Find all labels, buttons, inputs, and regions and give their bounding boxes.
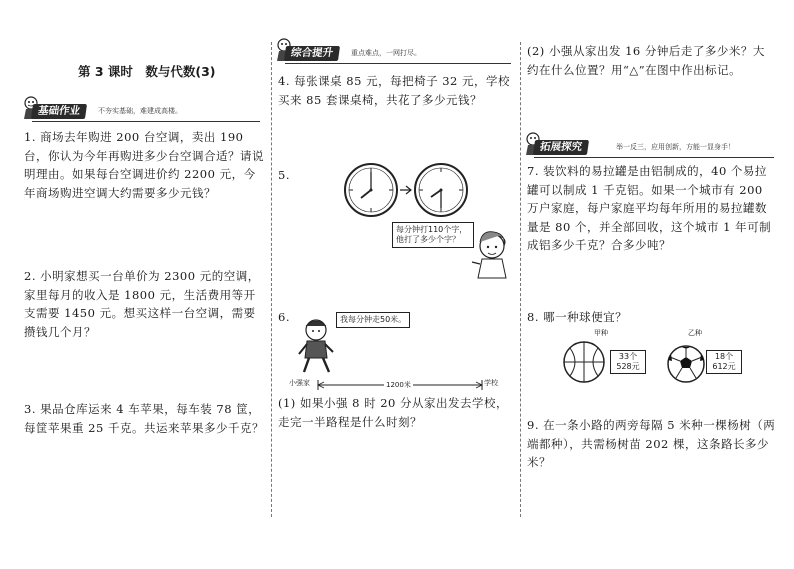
- price-tag-a-count: 33个: [618, 352, 638, 361]
- question-8: 8. 哪一种球便宜？: [527, 310, 628, 324]
- section-label-advanced: 综合提升: [284, 46, 340, 61]
- lesson-title: 第 3 课时 数与代数(3): [78, 64, 216, 79]
- route-distance-label: 1200米: [386, 381, 411, 389]
- section-motto-basic: 不夯实基础，难建成高楼。: [98, 107, 182, 115]
- question-9: 9. 在一条小路的两旁每隔 5 米种一棵杨树（两端都种），共需杨树苗 202 棵，这条路长多少米？: [527, 418, 776, 469]
- girl-figure-icon: [468, 228, 512, 280]
- question-6-number: 6.: [278, 310, 290, 324]
- arrow-icon: [400, 186, 411, 194]
- section-label-explore: 拓展探究: [533, 140, 589, 155]
- price-tag-b-count: 18个: [714, 352, 734, 361]
- price-tag-a-total: 528元: [616, 362, 640, 371]
- question-3: 3. 果品仓库运来 4 车苹果，每车装 78 筐，每筐苹果重 25 千克。共运来苹果多少千克？: [24, 402, 264, 435]
- section-banner-basic: [22, 102, 260, 122]
- speech-bubble-walking: 我每分钟走50米。: [336, 312, 410, 328]
- route-start-label: 小强家: [289, 379, 310, 387]
- question-2: 2. 小明家想买一台单价为 2300 元的空调，家里每月的收入是 1800 元，生活费用等开支需要 1450 元。想买这样一台空调，需要攒钱几个月？: [24, 269, 260, 339]
- clocks-figure: [340, 160, 470, 222]
- price-tag-a: [610, 350, 646, 374]
- soccer-ball-icon: [666, 344, 706, 384]
- question-6-part-1: (1) 如果小强 8 时 20 分从家出发去学校，走完一半路程是什么时刻？: [278, 396, 509, 429]
- speech-bubble-typing: 每分钟打110个字，他打了多少个字？: [392, 222, 474, 248]
- question-1: 1. 商场去年购进 200 台空调，卖出 190 台，你认为今年再购进多少台空调合适？请说明理由。如果每台空调进价约 2200 元，今年商场购进空调大约需要多少元钱？: [24, 130, 264, 200]
- section-banner-advanced: [275, 44, 511, 64]
- section-label-basic: 基础作业: [31, 104, 87, 119]
- boy-walking-icon: [296, 318, 336, 374]
- banner-underline: [534, 157, 774, 158]
- question-7: 7. 装饮料的易拉罐是由铝制成的，40 个易拉罐可以制成 1 千克铝。如果一个城市有 200 万户家庭，每户家庭平均每年所用的易拉罐数量是 80 个，并全部回收，这个城市 1 年可制成铝多少千克？合多少吨？: [527, 164, 772, 252]
- clock-end-icon: [415, 164, 467, 216]
- price-tag-b-total: 612元: [712, 362, 736, 371]
- section-banner-explore: [524, 138, 774, 158]
- ball-b-name: 乙种: [688, 329, 702, 337]
- route-end-label: 学校: [484, 379, 498, 387]
- question-5-number: 5.: [278, 168, 290, 182]
- section-motto-advanced: 重点难点，一网打尽。: [351, 49, 421, 57]
- question-4: 4. 每张课桌 85 元，每把椅子 32 元，学校买来 85 套课桌椅，共花了多少元钱？: [278, 74, 511, 107]
- basketball-icon: [562, 340, 606, 384]
- clock-start-icon: [345, 164, 397, 216]
- ball-a-name: 甲种: [594, 329, 608, 337]
- column-divider-right: [520, 42, 521, 517]
- price-tag-b: [706, 350, 742, 374]
- question-6-part-2: (2) 小强从家出发 16 分钟后走了多少米？大约在什么位置？用“△”在图中作出标记。: [527, 44, 765, 77]
- banner-underline: [32, 121, 260, 122]
- banner-underline: [285, 63, 511, 64]
- column-divider-left: [271, 42, 272, 517]
- section-motto-explore: 举一反三，应用创新，方能一显身手！: [616, 143, 735, 151]
